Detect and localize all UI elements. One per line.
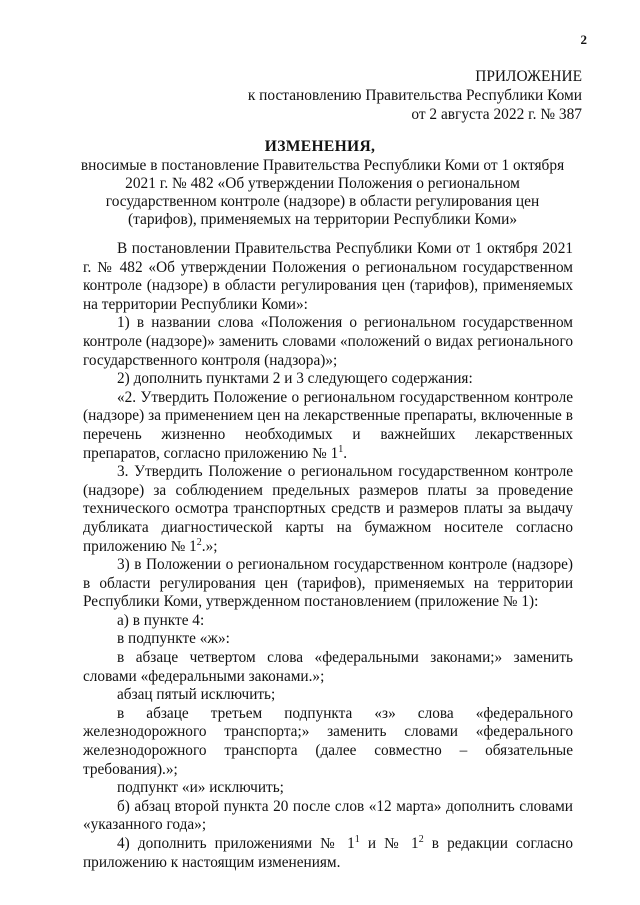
appendix-line-2: от 2 августа 2022 г. № 387 <box>411 106 582 123</box>
superscript: 1 <box>354 833 360 845</box>
paragraph: 1) в названии слова «Положения о региональном государственном контроле (надзоре)» заменить словами «положений о видах регионального государственного контроля (надзора)»; <box>83 314 573 369</box>
paragraph-end: .»; <box>201 537 218 555</box>
paragraph: 3) в Положении о региональном государственном контроле (надзоре) в области регулирования цен (тарифов), применяемых на территории Республики Коми, утвержденном постановлением (приложение № 1): <box>83 556 573 611</box>
superscript: 1 <box>338 443 344 455</box>
paragraph: в абзаце третьем подпункта «з» слова «федерального железнодорожного транспорта;» заменить словами «федерального железнодорожного транспорта (далее совместно – обязательные требования).»; <box>83 704 573 778</box>
paragraph <box>83 835 573 872</box>
appendix-header <box>182 67 582 124</box>
superscript: 2 <box>418 833 424 845</box>
paragraph: подпункт «и» исключить; <box>117 779 284 797</box>
paragraph <box>83 463 573 556</box>
changes-title: ИЗМЕНЕНИЯ, <box>264 138 376 155</box>
paragraph <box>83 389 573 463</box>
document-body <box>83 240 573 872</box>
paragraph: в абзаце четвертом слова «федеральными законами;» заменить словами «федеральными законами.»; <box>83 649 573 685</box>
paragraph: абзац пятый исключить; <box>117 686 276 704</box>
paragraph: в подпункте «ж»: <box>117 630 230 648</box>
appendix-line-1: к постановлению Правительства Республики Коми <box>247 87 582 104</box>
paragraph-text: и № 1 <box>359 835 419 852</box>
superscript: 2 <box>196 536 202 548</box>
paragraph: а) в пункте 4: <box>117 611 205 629</box>
paragraph-end: . <box>343 444 348 462</box>
paragraph-text: 3. Утвердить Положение о региональном государственном контроле (надзоре) за соблюдением предельных размеров платы за проведение технического осмотра транспортных средств и размеров платы за выдачу дубликата диагностической карты на бумажном носителе согласно приложению № 1 <box>83 463 573 555</box>
paragraph: В постановлении Правительства Республики Коми от 1 октября 2021 г. № 482 «Об утверждении Положения о региональном государственном контроле (надзоре) в области регулирования цен (тарифов), применяемых на территории Республики Коми»: <box>83 240 573 313</box>
appendix-label: ПРИЛОЖЕНИЕ <box>475 68 582 85</box>
paragraph-text: 4) дополнить приложениями № 1 <box>117 835 355 852</box>
paragraph-text: в редакции согласно приложению к настоящим изменениям. <box>83 835 573 871</box>
paragraph-text: «2. Утвердить Положение о региональном государственном контроле (надзоре) за применением цен на лекарственные препараты, включенные в перечень жизненно необходимых и важнейших лекарственных препаратов, согласно приложению № 1 <box>83 388 573 462</box>
changes-subtitle: вносимые в постановление Правительства Республики Коми от 1 октября 2021 г. № 482 «Об утверждении Положения о региональном государственном контроле (надзоре) в области регулирования цен (тарифов), применяемых на территории Республики Коми» <box>80 157 565 228</box>
paragraph: 2) дополнить пунктами 2 и 3 следующего содержания: <box>117 370 473 388</box>
page-number: 2 <box>580 32 587 47</box>
paragraph: б) абзац второй пункта 20 после слов «12 марта» дополнить словами «указанного года»; <box>83 797 573 834</box>
